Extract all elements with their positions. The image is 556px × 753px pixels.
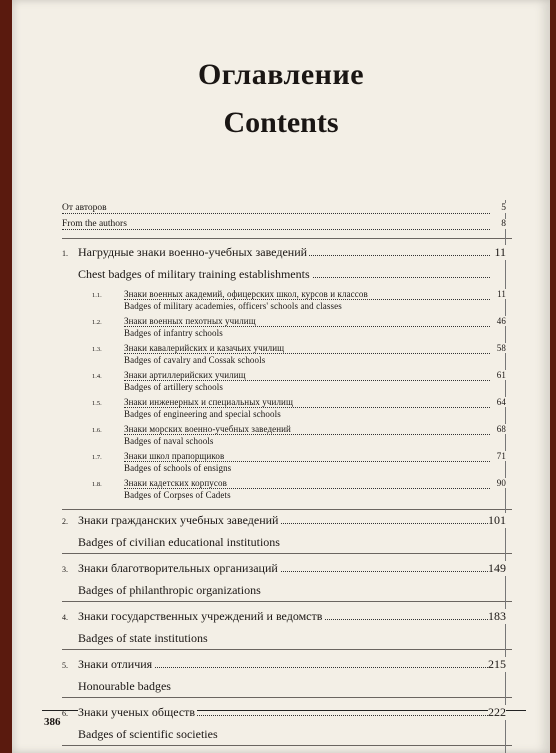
section-number: 1.7. [92, 454, 102, 461]
section-number: 1.1. [92, 292, 102, 299]
section-entry-english[interactable] [12, 355, 550, 371]
section-entry-page: 61 [496, 370, 506, 380]
chapter-entry-english[interactable] [12, 583, 550, 599]
divider [62, 697, 512, 698]
toc-entry-front-page: 8 [501, 219, 506, 229]
chapter-entry-page: 149 [488, 561, 506, 575]
toc-entry-front-leader [62, 229, 490, 230]
section-entry-english[interactable] [12, 436, 550, 452]
section-entry-label: Знаки инженерных и специальных училищ [124, 397, 293, 407]
chapter-entry-page: 215 [488, 657, 506, 671]
contents-title-english: Contents [223, 106, 339, 139]
section-entry-english-label: Badges of military academies, officers' schools and classes [124, 301, 342, 311]
chapter-number: 5. [62, 661, 68, 670]
chapter-entry-english[interactable] [12, 267, 550, 283]
chapter-number: 6. [62, 709, 68, 718]
chapter-entry-page: 101 [488, 513, 506, 527]
chapter-entry-label: Знаки ученых обществ [78, 705, 196, 719]
chapter-entry-english[interactable] [12, 631, 550, 647]
chapter-entry-english-label: Chest badges of military training establishments [78, 267, 310, 281]
chapter-entry[interactable] [12, 513, 550, 529]
section-entry-label: Знаки военных пехотных училищ [124, 316, 256, 326]
chapter-entry-english-label: Badges of civilian educational institutions [78, 535, 280, 549]
section-entry-label: Знаки морских военно-учебных заведений [124, 424, 291, 434]
chapter-number: 1. [62, 249, 68, 258]
chapter-entry-english-label: Badges of scientific societies [78, 727, 218, 741]
chapter-entry[interactable] [12, 609, 550, 625]
section-entry-label: Знаки кавалерийских и казачьих училищ [124, 343, 285, 353]
page-number: 386 [44, 716, 61, 728]
toc-entry-front[interactable] [12, 203, 550, 219]
divider [62, 745, 512, 746]
chapter-number: 3. [62, 565, 68, 574]
chapter-entry-label: Знаки отличия [78, 657, 153, 671]
chapter-entry-label: Знаки благотворительных организаций [78, 561, 278, 575]
divider [62, 553, 512, 554]
section-entry-leader [124, 380, 490, 381]
chapter-entry-page: 183 [488, 609, 506, 623]
section-entry-leader [124, 299, 490, 300]
toc-entry-front-label: От авторов [62, 203, 107, 213]
section-entry-page: 68 [496, 424, 506, 434]
chapter-entry-english[interactable] [12, 679, 550, 695]
chapter-entry-english-label: Badges of philanthropic organizations [78, 583, 261, 597]
chapter-number: 2. [62, 517, 68, 526]
section-entry-english-label: Badges of cavalry and Cossak schools [124, 355, 266, 365]
section-entry-page: 11 [497, 289, 506, 299]
chapter-entry-label: Нагрудные знаки военно-учебных заведений [78, 245, 308, 259]
book-page [12, 0, 550, 753]
section-entry-page: 90 [496, 478, 506, 488]
chapter-entry[interactable] [12, 657, 550, 673]
section-entry-leader [124, 488, 490, 489]
chapter-entry-english[interactable] [12, 727, 550, 743]
section-entry-leader [124, 461, 490, 462]
chapter-number: 4. [62, 613, 68, 622]
contents-title-russian: Оглавление [197, 58, 365, 91]
section-entry-english-label: Badges of engineering and special schools [124, 409, 281, 419]
section-entry-english-label: Badges of infantry schools [124, 328, 223, 338]
section-entry-english[interactable] [12, 463, 550, 479]
chapter-entry-english-label: Honourable badges [78, 679, 171, 693]
section-number: 1.8. [92, 481, 102, 488]
chapter-entry-page: 11 [494, 245, 506, 259]
chapter-entry-english-label: Badges of state institutions [78, 631, 208, 645]
section-entry-page: 64 [496, 397, 506, 407]
section-entry-leader [124, 353, 490, 354]
chapter-entry[interactable] [12, 561, 550, 577]
toc-entry-front-page: 5 [501, 203, 506, 213]
divider [62, 601, 512, 602]
divider [62, 509, 512, 510]
divider [62, 238, 512, 239]
section-entry-label: Знаки школ прапорщиков [124, 451, 225, 461]
chapter-entry-label: Знаки государственных учреждений и ведомств [78, 609, 323, 623]
chapter-entry-page: 222 [488, 705, 506, 719]
toc-entry-front-leader [62, 213, 490, 214]
section-entry-english[interactable] [12, 301, 550, 317]
section-entry-label: Знаки артиллерийских училищ [124, 370, 246, 380]
section-number: 1.3. [92, 346, 102, 353]
section-number: 1.4. [92, 373, 102, 380]
section-number: 1.2. [92, 319, 102, 326]
section-entry-english-label: Badges of artillery schools [124, 382, 223, 392]
toc-entry-front-label: From the authors [62, 219, 127, 229]
section-entry-english-label: Badges of schools of ensigns [124, 463, 232, 473]
section-entry-label: Знаки военных академий, офицерских школ, курсов и классов [124, 289, 368, 299]
section-entry-english[interactable] [12, 328, 550, 344]
chapter-entry[interactable] [12, 705, 550, 721]
section-entry-leader [124, 326, 490, 327]
section-entry-leader [124, 407, 490, 408]
divider [62, 649, 512, 650]
section-entry-english-label: Badges of Corpses of Cadets [124, 490, 231, 500]
section-entry-leader [124, 434, 490, 435]
section-entry-page: 46 [496, 316, 506, 326]
chapter-entry-english[interactable] [12, 535, 550, 551]
section-entry-english[interactable] [12, 490, 550, 506]
section-entry-english[interactable] [12, 382, 550, 398]
section-entry-english-label: Badges of naval schools [124, 436, 214, 446]
section-entry-page: 71 [496, 451, 506, 461]
section-number: 1.5. [92, 400, 102, 407]
chapter-entry-label: Знаки гражданских учебных заведений [78, 513, 279, 527]
chapter-entry[interactable] [12, 245, 550, 261]
section-number: 1.6. [92, 427, 102, 434]
section-entry-english[interactable] [12, 409, 550, 425]
section-entry-label: Знаки кадетских корпусов [124, 478, 227, 488]
section-entry-page: 58 [496, 343, 506, 353]
toc-entry-front[interactable] [12, 219, 550, 235]
